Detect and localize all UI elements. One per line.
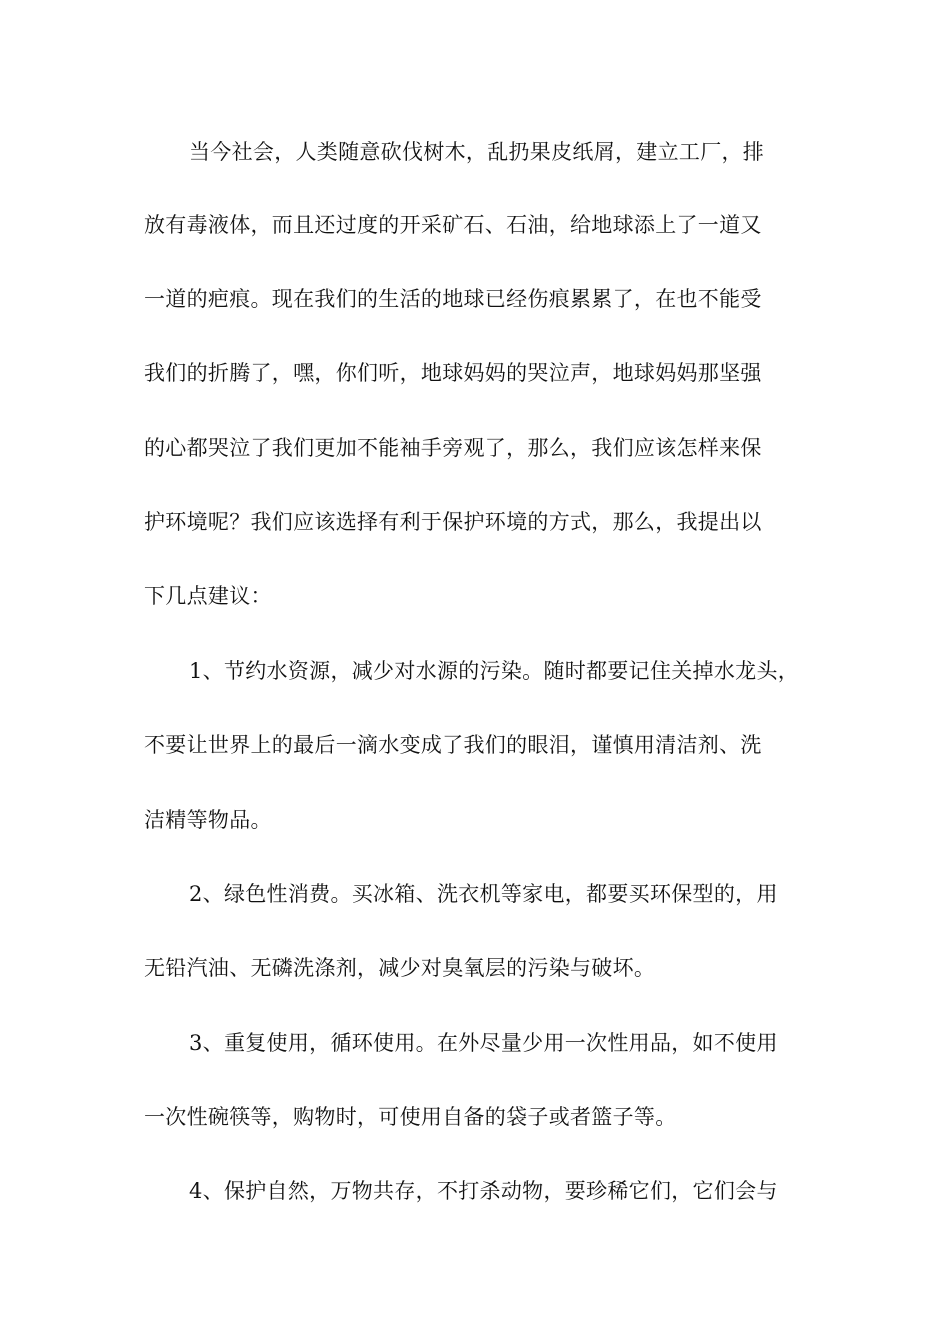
suggestion-1-line-1: 1、节约水资源，减少对水源的污染。随时都要记住关掉水龙头，	[189, 659, 800, 683]
suggestion-2-line-1: 2、绿色性消费。买冰箱、洗衣机等家电，都要买环保型的，用	[189, 882, 778, 906]
paragraph-intro-line-2: 放有毒液体，而且还过度的开采矿石、石油，给地球添上了一道又	[144, 213, 762, 237]
paragraph-intro-line-3: 一道的疤痕。现在我们的生活的地球已经伤痕累累了，在也不能受	[144, 287, 762, 311]
suggestion-2-line-2: 无铅汽油、无磷洗涤剂，减少对臭氧层的污染与破坏。	[144, 956, 656, 980]
suggestion-4-line-1: 4、保护自然，万物共存，不打杀动物，要珍稀它们，它们会与	[189, 1179, 778, 1203]
suggestion-1-line-3: 洁精等物品。	[144, 808, 272, 832]
suggestion-3-line-2: 一次性碗筷等，购物时，可使用自备的袋子或者篮子等。	[144, 1105, 677, 1129]
paragraph-intro-line-4: 我们的折腾了，嘿，你们听，地球妈妈的哭泣声，地球妈妈那坚强	[144, 361, 762, 385]
suggestion-3-line-1: 3、重复使用，循环使用。在外尽量少用一次性用品，如不使用	[189, 1031, 778, 1055]
paragraph-intro-line-5: 的心都哭泣了我们更加不能袖手旁观了，那么，我们应该怎样来保	[144, 436, 762, 460]
suggestion-1-line-2: 不要让世界上的最后一滴水变成了我们的眼泪，谨慎用清洁剂、洗	[144, 733, 762, 757]
paragraph-intro-line-7: 下几点建议：	[144, 584, 272, 608]
paragraph-intro-line-6: 护环境呢？我们应该选择有利于保护环境的方式，那么，我提出以	[144, 510, 762, 534]
paragraph-intro-line-1: 当今社会，人类随意砍伐树木，乱扔果皮纸屑，建立工厂，排	[189, 140, 765, 164]
